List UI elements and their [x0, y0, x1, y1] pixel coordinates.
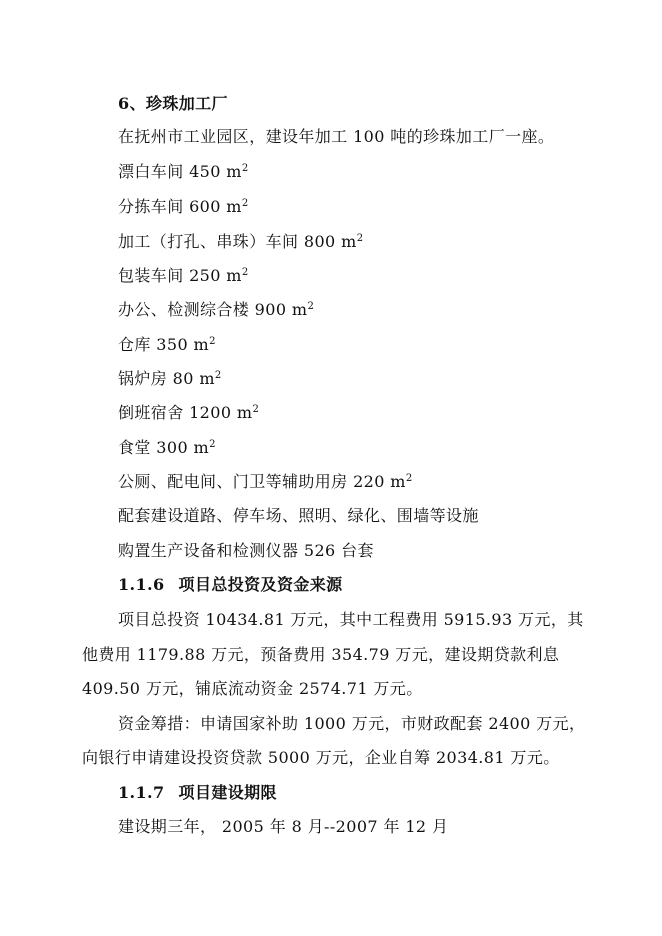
list-item: 购置生产设备和检测仪器 526 台套 [118, 541, 374, 560]
construction-period: 建设期三年， 2005 年 8 月--2007 年 12 月 [118, 817, 449, 836]
investment-line-2: 他费用 1179.88 万元，预备费用 354.79 万元，建设期贷款利息 [82, 645, 560, 664]
list-item: 办公、检测综合楼 900 $m^2$ [118, 300, 315, 319]
list-item: 仓库 350 $m^2$ [118, 335, 216, 354]
heading-pearl-factory: 6、珍珠加工厂 [118, 94, 228, 113]
list-item: 漂白车间 450 $m^2$ [118, 162, 249, 181]
list-item: 食堂 300 $m^2$ [118, 438, 216, 457]
list-item: 包装车间 250 $m^2$ [118, 266, 249, 285]
funding-line-2: 向银行申请建设投资贷款 5000 万元，企业自筹 2034.81 万元。 [82, 748, 560, 767]
intro-paragraph: 在抚州市工业园区，建设年加工 100 吨的珍珠加工厂一座。 [118, 127, 555, 146]
list-item: 公厕、配电间、门卫等辅助用房 220 $m^2$ [118, 472, 413, 491]
list-item: 倒班宿舍 1200 $m^2$ [118, 403, 260, 422]
list-item: 分拣车间 600 $m^2$ [118, 197, 249, 216]
funding-line-1: 资金筹措：申请国家补助 1000 万元，市财政配套 2400 万元， [118, 714, 586, 733]
list-item: 加工（打孔、串珠）车间 800 $m^2$ [118, 232, 364, 251]
list-item: 锅炉房 80 $m^2$ [118, 369, 222, 388]
section-heading-1-1-6: 1.1.6 项目总投资及资金来源 [118, 575, 343, 594]
list-item: 配套建设道路、停车场、照明、绿化、围墙等设施 [118, 506, 479, 525]
section-heading-1-1-7: 1.1.7 项目建设期限 [118, 783, 277, 802]
investment-line-3: 409.50 万元，铺底流动资金 2574.71 万元。 [82, 679, 423, 698]
investment-line-1: 项目总投资 10434.81 万元，其中工程费用 5915.93 万元，其 [118, 610, 584, 629]
